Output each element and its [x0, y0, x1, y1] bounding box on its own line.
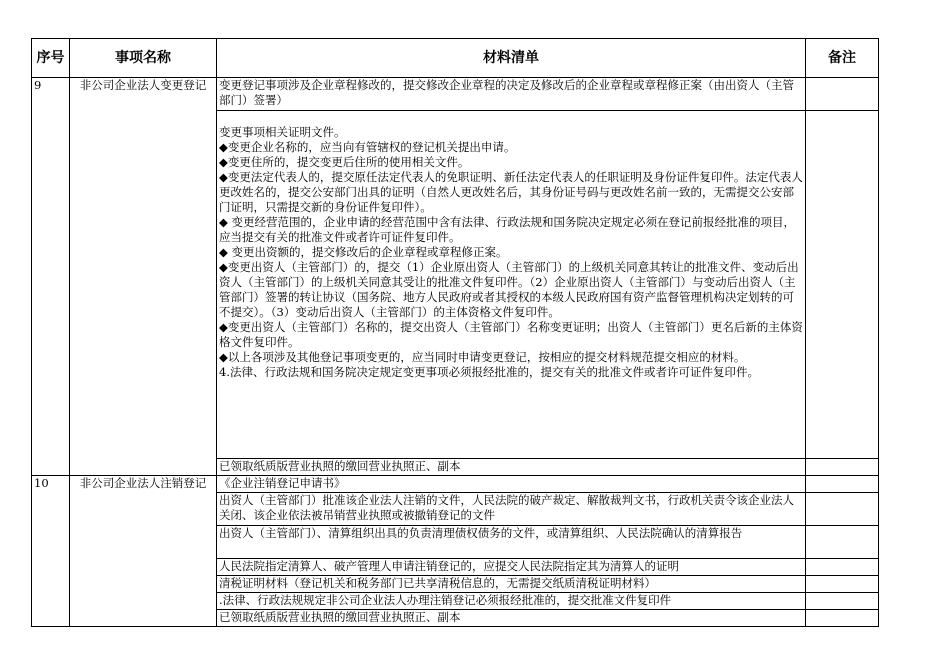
remarks-cell [806, 526, 879, 559]
row-item-name: 非公司企业法人注销登记 [70, 476, 217, 627]
material-line: 清税证明材料（登记机关和税务部门已共享清税信息的，无需提交纸质清税证明材料） [219, 576, 656, 590]
material-line: ◆以上各项涉及其他登记事项变更的，应当同时申请变更登记，按相应的提交材料规范提交相应的材料。 [219, 350, 746, 364]
material-cell [217, 593, 806, 610]
material-cell [217, 526, 806, 559]
remarks-cell [806, 78, 879, 111]
material-line: ◆ 变更出资额的，提交修改后的企业章程或章程修正案。 [219, 245, 508, 259]
row-seq: 10 [32, 476, 70, 627]
row-seq: 9 [32, 78, 70, 476]
material-line: 变更登记事项涉及企业章程修改的，提交修改企业章程的决定及修改后的企业章程或章程修正案（由出资人（主管部门）签署） [219, 78, 794, 107]
material-cell [217, 493, 806, 526]
remarks-cell [806, 593, 879, 610]
material-line: 出资人（主管部门）批准该企业法人注销的文件，人民法院的破产裁定、解散裁判文书，行政机关责令该企业法人关闭、该企业依法被吊销营业执照或被撤销登记的文件 [219, 493, 794, 522]
remarks-cell [806, 493, 879, 526]
material-cell [217, 111, 806, 459]
material-cell [217, 610, 806, 627]
material-line: ◆变更法定代表人的，提交原任法定代表人的免职证明、新任法定代表人的任职证明及身份证件复印件。法定代表人更改姓名的，提交公安部门出具的证明（自然人更改姓名后，其身份证号码与更改姓名前一致的，无需提交公安部门证明，只需提交新的身份证件复印件）。 [219, 170, 803, 214]
material-line: 已领取纸质版营业执照的缴回营业执照正、副本 [219, 459, 461, 473]
material-cell [217, 576, 806, 593]
header-remarks: 备注 [806, 39, 879, 78]
remarks-cell [806, 111, 879, 459]
table-row [32, 78, 879, 111]
remarks-cell [806, 459, 879, 476]
remarks-cell [806, 610, 879, 627]
material-line: 变更事项相关证明文件。 [219, 125, 346, 139]
material-line: .法律、行政法规规定非公司企业法人办理注销登记必须报经批准的，提交批准文件复印件 [219, 593, 672, 607]
material-line: 人民法院指定清算人、破产管理人申请注销登记的，应提交人民法院指定其为清算人的证明 [219, 559, 679, 573]
material-cell [217, 78, 806, 111]
remarks-cell [806, 559, 879, 576]
header-seq: 序号 [32, 39, 70, 78]
material-cell [217, 459, 806, 476]
material-line: ◆ 变更经营范围的，企业申请的经营范围中含有法律、行政法规和国务院决定规定必须在登记前报经批准的项目，应当提交有关的批准文件或者许可证件复印件。 [219, 215, 795, 244]
material-cell [217, 476, 806, 493]
header-materials: 材料清单 [217, 39, 806, 78]
material-line: ◆变更出资人（主管部门）名称的，提交出资人（主管部门）名称变更证明；出资人（主管部门）更名后新的主体资格文件复印件。 [219, 320, 803, 349]
materials-table [31, 38, 879, 627]
material-line: ◆变更出资人（主管部门）的，提交（1）企业原出资人（主管部门）的上级机关同意其转让的批准文件、变动后出资人（主管部门）的上级机关同意其受让的批准文件复印件。（2）企业原出资人（主管部门）与变动后出资人（主管部门）签署的转让协议（国务院、地方人民政府或者其授权的本级人民政府国有资产监督管理机构决定划转的可不提交）。（3）变动后出资人（主管部门）的主体资格文件复印件。 [219, 260, 799, 319]
table-row [32, 476, 879, 493]
remarks-cell [806, 576, 879, 593]
material-line: 4.法律、行政法规和国务院决定规定变更事项必须报经批准的，提交有关的批准文件或者许可证件复印件。 [219, 365, 759, 379]
material-line: ◆变更企业名称的，应当向有管辖权的登记机关提出申请。 [219, 140, 516, 154]
material-line: 《企业注销登记申请书》 [219, 476, 346, 490]
header-row [32, 39, 879, 78]
remarks-cell [806, 476, 879, 493]
material-line: 已领取纸质版营业执照的缴回营业执照正、副本 [219, 610, 461, 624]
material-line: ◆变更住所的，提交变更后住所的使用相关文件。 [219, 155, 470, 169]
row-item-name: 非公司企业法人变更登记 [70, 78, 217, 476]
material-line: 出资人（主管部门）、清算组织出具的负责清理债权债务的文件，或清算组织、人民法院确认的清算报告 [219, 526, 743, 540]
header-item-name: 事项名称 [70, 39, 217, 78]
material-cell [217, 559, 806, 576]
